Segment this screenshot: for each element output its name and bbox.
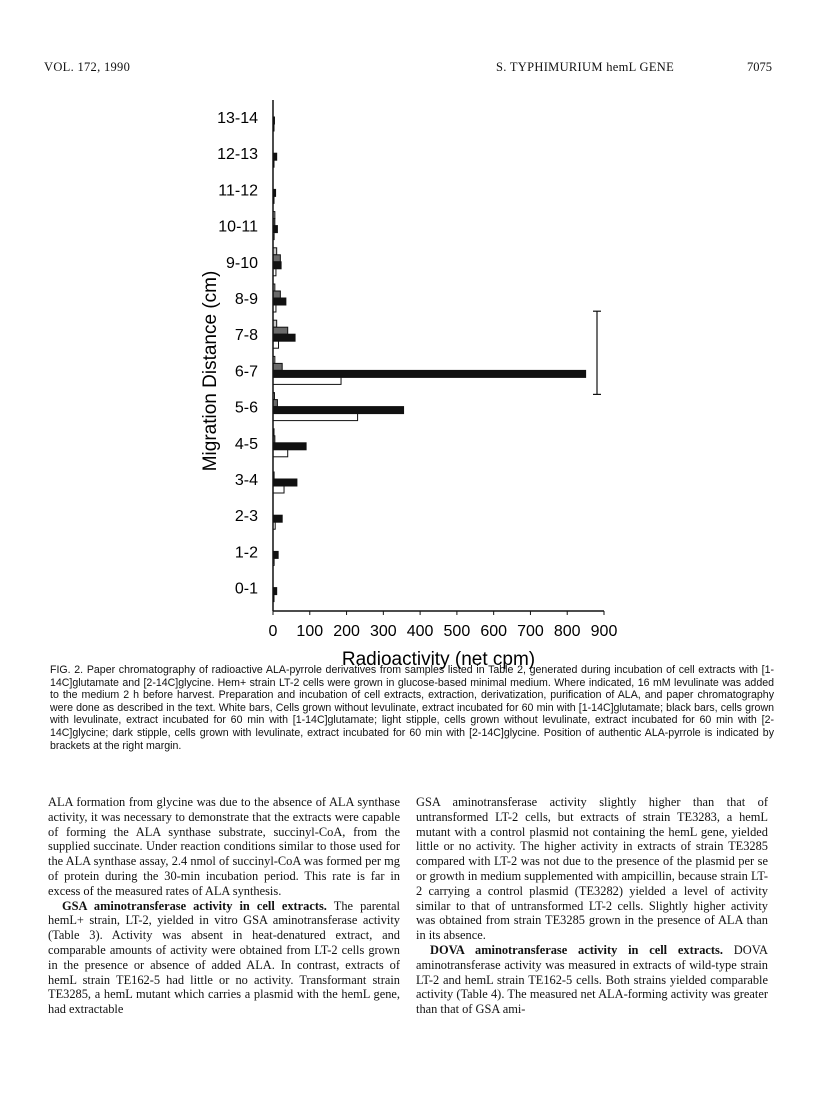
bar-7-8-series-4 [273,327,288,334]
bar-9-10-series-2 [273,262,281,269]
volume-label: VOL. 172, 1990 [44,60,131,74]
bar-2-3-series-2 [273,515,282,522]
category-label-9-10: 9-10 [225,254,258,272]
category-label-7-8: 7-8 [234,327,258,345]
bar-9-10-series-4 [273,255,280,262]
category-label-11-12: 11-12 [218,182,258,200]
left-section-heading: GSA aminotransferase activity in cell extracts. [62,898,327,913]
bar-6-7-series-1 [273,377,341,384]
right-section-heading: DOVA aminotransferase activity in cell extracts. [430,942,723,957]
x-tick-label-800: 800 [553,623,581,640]
category-label-12-13: 12-13 [217,146,258,164]
right-paragraph-2-text: DOVA aminotransferase activity was measured in extracts of wild-type strain LT-2 and hemL strain TE162-5 cells. Both strains yielded comparable activity (Table 4). The measured net ALA-forming activity was greater than that of GSA ami- [416,942,768,1017]
bar-1-2-series-2 [273,551,278,558]
bar-4-5-series-1 [273,450,288,457]
category-label-4-5: 4-5 [234,435,258,453]
x-tick-label-100: 100 [296,623,324,640]
category-label-0-1: 0-1 [234,580,258,598]
labels-layer [200,110,617,670]
running-title: S. TYPHIMURIUM hemL GENE [496,60,675,74]
bar-6-7-series-4 [273,363,282,370]
left-paragraph-2 [48,899,400,1017]
caption-text: Paper chromatography of radioactive ALA-pyrrole derivatives from samples listed in Table 2, generated during incubation of cell extracts with [1-14C]glutamate and [2-14C]glycine. Hem+ strain LT-2 cells were grown in glucose-based minimal medium. Where indicated, 16 mM levulinate was added to the medium 2 h before harvest. Preparation and incubation of cell extracts, extraction, derivatization, purification of ALA, and paper chromatography were done as described in the text. White bars, Cells grown without levulinate, extract incubated for 60 min with [1-14C]glutamate; black bars, cells grown with levulinate, extract incubated for 60 min with [1-14C]glutamate; light stipple, cells grown without levulinate, extract incubated for 60 min with [2-14C]glycine; dark stipple, cells grown with levulinate, extract incubated for 60 min with [2-14C]glycine. Position of authentic ALA-pyrrole is indicated by brackets at the right margin. [50,664,774,752]
category-label-1-2: 1-2 [234,544,258,562]
category-label-13-14: 13-14 [217,110,258,127]
x-tick-label-200: 200 [333,623,360,640]
bar-3-4-series-1 [273,486,284,493]
bar-7-8-series-1 [273,341,279,348]
x-tick-label-0: 0 [268,623,278,640]
left-paragraph-2-text: The parental hemL+ strain, LT-2, yielded in vitro GSA aminotransferase activity (Table 3). Activity was absent in heat-denatured extract, and comparable amounts of activity were obtained from LT-2 cells grown in the presence or absence of added ALA. In contrast, extracts of hemL strain TE162-5 had little or no activity. Transformant strain TE3285, a hemL mutant which carries a plasmid with the hemL gene, had extractable [48,898,400,1017]
x-tick-label-900: 900 [590,623,618,640]
bar-8-9-series-2 [273,298,286,305]
category-label-2-3: 2-3 [234,508,258,526]
x-tick-label-500: 500 [443,623,471,640]
bar-8-9-series-4 [273,291,280,298]
bar-6-7-series-2 [273,370,586,377]
x-tick-label-400: 400 [406,623,434,640]
right-paragraph-1: GSA aminotransferase activity slightly higher than that of untransformed LT-2 cells, but extracts of strain TE3283, a hemL mutant with a control plasmid not containing the hemL gene, yielded little or no activity. The higher activity in extracts of strain TE3285 compared with LT-2 was not due to the presence of the plasmid per se or growth in medium supplemented with ampicillin, because strain LT-2 carrying a control plasmid (TE3282) yielded a level of activity similar to that of untransformed LT-2 cells. Slightly higher activity was obtained from strain TE3285 grown in the presence of ALA than in its absence. [416,795,768,943]
category-label-5-6: 5-6 [234,399,258,417]
x-tick-label-300: 300 [369,623,397,640]
bar-3-4-series-2 [273,479,297,486]
x-tick-label-600: 600 [480,623,508,640]
bar-5-6-series-2 [273,407,404,414]
right-column [416,795,768,1017]
axes-layer [273,100,604,615]
category-label-3-4: 3-4 [234,472,258,489]
caption-label: FIG. 2. [50,664,84,676]
page-number: 7075 [747,60,772,74]
left-paragraph-1: ALA formation from glycine was due to the absence of ALA synthase activity, it was necessary to demonstrate that the extracts were capable of forming the ALA synthase substrate, succinyl-CoA, from the supplied succinate. Under reaction conditions similar to those used for the ALA synthase assay, 2.4 nmol of succinyl-CoA was formed per mg of protein during the 30-min incubation period. This rate is far in excess of the measured rates of ALA synthesis. [48,795,400,898]
x-axis-title: Radioactivity (net cpm) [341,649,536,670]
bar-4-5-series-2 [273,443,306,450]
right-paragraph-2 [416,943,768,1017]
bar-5-6-series-1 [273,414,358,421]
bar-7-8-series-2 [273,334,295,341]
figure-caption [50,664,774,752]
x-tick-label-700: 700 [517,623,544,640]
category-label-8-9: 8-9 [234,291,258,308]
bars-layer [273,117,586,602]
left-column [48,795,400,1017]
y-axis-title: Migration Distance (cm) [200,270,221,472]
category-label-6-7: 6-7 [234,363,258,381]
category-label-10-11: 10-11 [218,218,258,236]
